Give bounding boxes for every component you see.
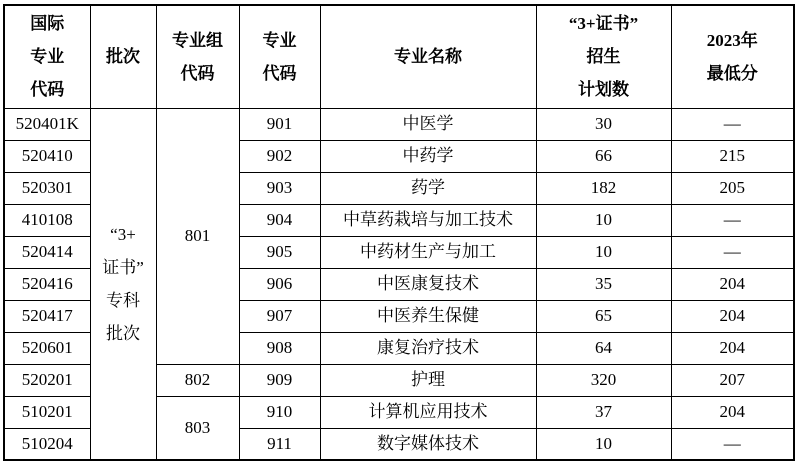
cell-min-score: 204 — [671, 396, 794, 428]
header-line: 代码 — [30, 80, 65, 100]
cell-major-name: 中医康复技术 — [320, 268, 536, 300]
cell-major-code: 909 — [239, 364, 320, 396]
cell-plan-count: 65 — [536, 300, 671, 332]
cell-major-name: 中医养生保健 — [320, 300, 536, 332]
table-header-row — [4, 5, 794, 108]
cell-intl-code: 520301 — [4, 172, 90, 204]
header-intl-code — [4, 5, 90, 108]
header-line: 招生 — [586, 47, 621, 67]
cell-major-code: 903 — [239, 172, 320, 204]
cell-major-name: 护理 — [320, 364, 536, 396]
header-line: 专业 — [262, 30, 297, 50]
cell-group-code: 801 — [156, 108, 239, 364]
header-line: 专业名称 — [394, 47, 462, 67]
cell-intl-code: 520201 — [4, 364, 90, 396]
cell-min-score: 215 — [671, 140, 794, 172]
cell-group-code: 803 — [156, 396, 239, 460]
header-major-code — [239, 5, 320, 108]
cell-min-score: 207 — [671, 364, 794, 396]
cell-min-score: 205 — [671, 172, 794, 204]
cell-major-code: 901 — [239, 108, 320, 140]
cell-major-name: 中医学 — [320, 108, 536, 140]
header-line: 国际 — [30, 14, 65, 34]
cell-major-name: 计算机应用技术 — [320, 396, 536, 428]
cell-plan-count: 182 — [536, 172, 671, 204]
cell-major-code: 902 — [239, 140, 320, 172]
cell-plan-count: 320 — [536, 364, 671, 396]
cell-plan-count: 30 — [536, 108, 671, 140]
header-line: 代码 — [180, 63, 215, 83]
cell-plan-count: 35 — [536, 268, 671, 300]
cell-min-score: — — [671, 428, 794, 460]
header-plan-count — [536, 5, 671, 108]
cell-min-score: — — [671, 236, 794, 268]
cell-major-code: 907 — [239, 300, 320, 332]
cell-major-code: 905 — [239, 236, 320, 268]
cell-intl-code: 520414 — [4, 236, 90, 268]
cell-major-code: 908 — [239, 332, 320, 364]
cell-group-code: 802 — [156, 364, 239, 396]
cell-plan-count: 66 — [536, 140, 671, 172]
cell-intl-code: 520601 — [4, 332, 90, 364]
cell-major-name: 康复治疗技术 — [320, 332, 536, 364]
header-line: 2023年 — [706, 30, 758, 50]
cell-intl-code: 510204 — [4, 428, 90, 460]
cell-intl-code: 410108 — [4, 204, 90, 236]
cell-major-code: 910 — [239, 396, 320, 428]
cell-intl-code: 520410 — [4, 140, 90, 172]
header-line: 最低分 — [706, 63, 758, 83]
cell-major-name: 中草药栽培与加工技术 — [320, 204, 536, 236]
header-line: 批次 — [106, 47, 140, 67]
cell-plan-count: 64 — [536, 332, 671, 364]
cell-min-score: — — [671, 204, 794, 236]
cell-intl-code: 520401K — [4, 108, 90, 140]
cell-major-name: 中药学 — [320, 140, 536, 172]
cell-min-score: — — [671, 108, 794, 140]
cell-major-code: 911 — [239, 428, 320, 460]
table-row — [4, 108, 794, 140]
cell-major-name: 中药材生产与加工 — [320, 236, 536, 268]
batch-line: 证书” — [102, 257, 144, 277]
admissions-table — [3, 4, 795, 461]
header-line: 专业 — [30, 47, 65, 67]
cell-plan-count: 10 — [536, 428, 671, 460]
cell-major-name: 药学 — [320, 172, 536, 204]
header-min-score — [671, 5, 794, 108]
cell-min-score: 204 — [671, 300, 794, 332]
cell-intl-code: 520417 — [4, 300, 90, 332]
cell-plan-count: 37 — [536, 396, 671, 428]
cell-min-score: 204 — [671, 332, 794, 364]
header-group-code — [156, 5, 239, 108]
cell-major-name: 数字媒体技术 — [320, 428, 536, 460]
header-line: 代码 — [262, 63, 297, 83]
cell-major-code: 904 — [239, 204, 320, 236]
cell-plan-count: 10 — [536, 236, 671, 268]
cell-major-code: 906 — [239, 268, 320, 300]
header-batch — [90, 5, 156, 108]
batch-line: “3+ — [110, 224, 136, 244]
header-line: “3+证书” — [568, 14, 639, 34]
batch-line: 批次 — [106, 323, 140, 343]
cell-plan-count: 10 — [536, 204, 671, 236]
header-line: 计划数 — [578, 80, 629, 100]
header-major-name — [320, 5, 536, 108]
batch-line: 专科 — [106, 290, 140, 310]
cell-min-score: 204 — [671, 268, 794, 300]
cell-batch — [90, 108, 156, 460]
cell-intl-code: 520416 — [4, 268, 90, 300]
header-line: 专业组 — [172, 30, 223, 50]
cell-intl-code: 510201 — [4, 396, 90, 428]
